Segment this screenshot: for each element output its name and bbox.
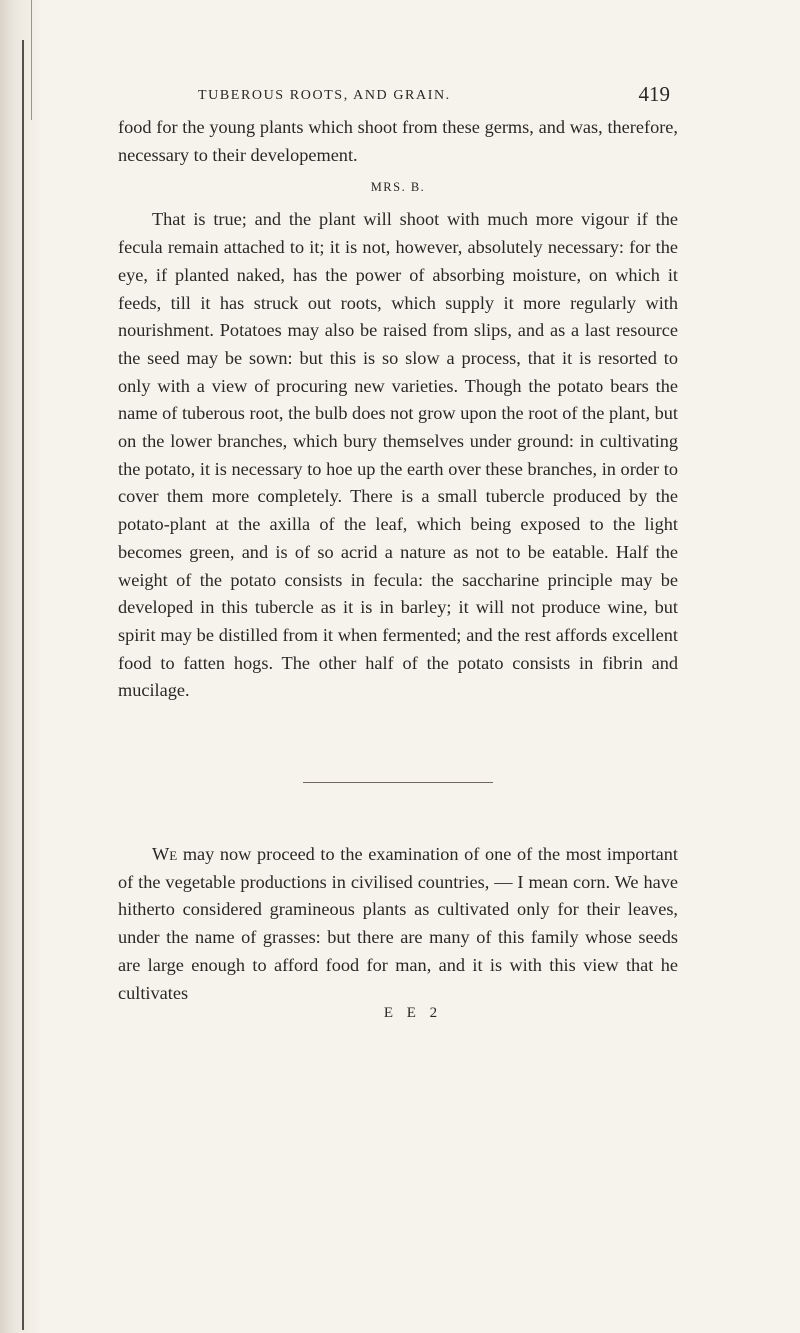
binding-shadow — [0, 0, 42, 1333]
running-title: TUBEROUS ROOTS, AND GRAIN. — [198, 88, 451, 103]
section-initial: We — [152, 844, 178, 865]
section-divider — [303, 782, 493, 783]
section-paragraph — [118, 841, 678, 1007]
book-page — [118, 82, 678, 1022]
binding-edge-line — [22, 40, 24, 1330]
running-head — [118, 82, 678, 108]
opening-paragraph: food for the young plants which shoot from these germs, and was, therefore, necessary to their developement. — [118, 117, 678, 165]
section-text: may now proceed to the examination of one of the most important of the vegetable productions in civilised countries, — I mean corn. We have hitherto considered gramineous plants as cultivated only for their leaves, under the name of grasses: but there are many of this family whose seeds are large enough to afford food for man, and it is with this view that he cultivates — [118, 844, 678, 1003]
speaker-label: MRS. B. — [370, 180, 426, 195]
page-number: 419 — [638, 82, 670, 106]
binding-edge-line-secondary — [31, 0, 32, 120]
speech-paragraph: That is true; and the plant will shoot with much more vigour if the fecula remain attached to it; it is not, however, absolutely necessary: for the eye, if planted naked, has the power of absorbing moisture, on which it feeds, till it has struck out roots, which supply it more regularly with nourishment. Potatoes may also be raised from slips, and as a last resource the seed may be sown: but this is so slow a process, that it is resorted to only with a view of procuring new varieties. Though the potato bears the name of tuberous root, the bulb does not grow upon the root of the plant, but on the lower branches, which bury themselves under ground: in cultivating the potato, it is necessary to hoe up the earth over these branches, in order to cover them more completely. There is a small tubercle produced by the potato-plant at the axilla of the leaf, which being exposed to the light becomes green, and is of so acrid a nature as not to be eatable. Half the weight of the potato consists in fecula: the saccharine principle may be developed in this tubercle as it is in barley; it will not produce wine, but spirit may be distilled from it when fermented; and the rest affords excellent food to fatten hogs. The other half of the potato consists in fibrin and mucilage. — [118, 209, 679, 701]
signature-mark: E E 2 — [383, 1005, 443, 1022]
